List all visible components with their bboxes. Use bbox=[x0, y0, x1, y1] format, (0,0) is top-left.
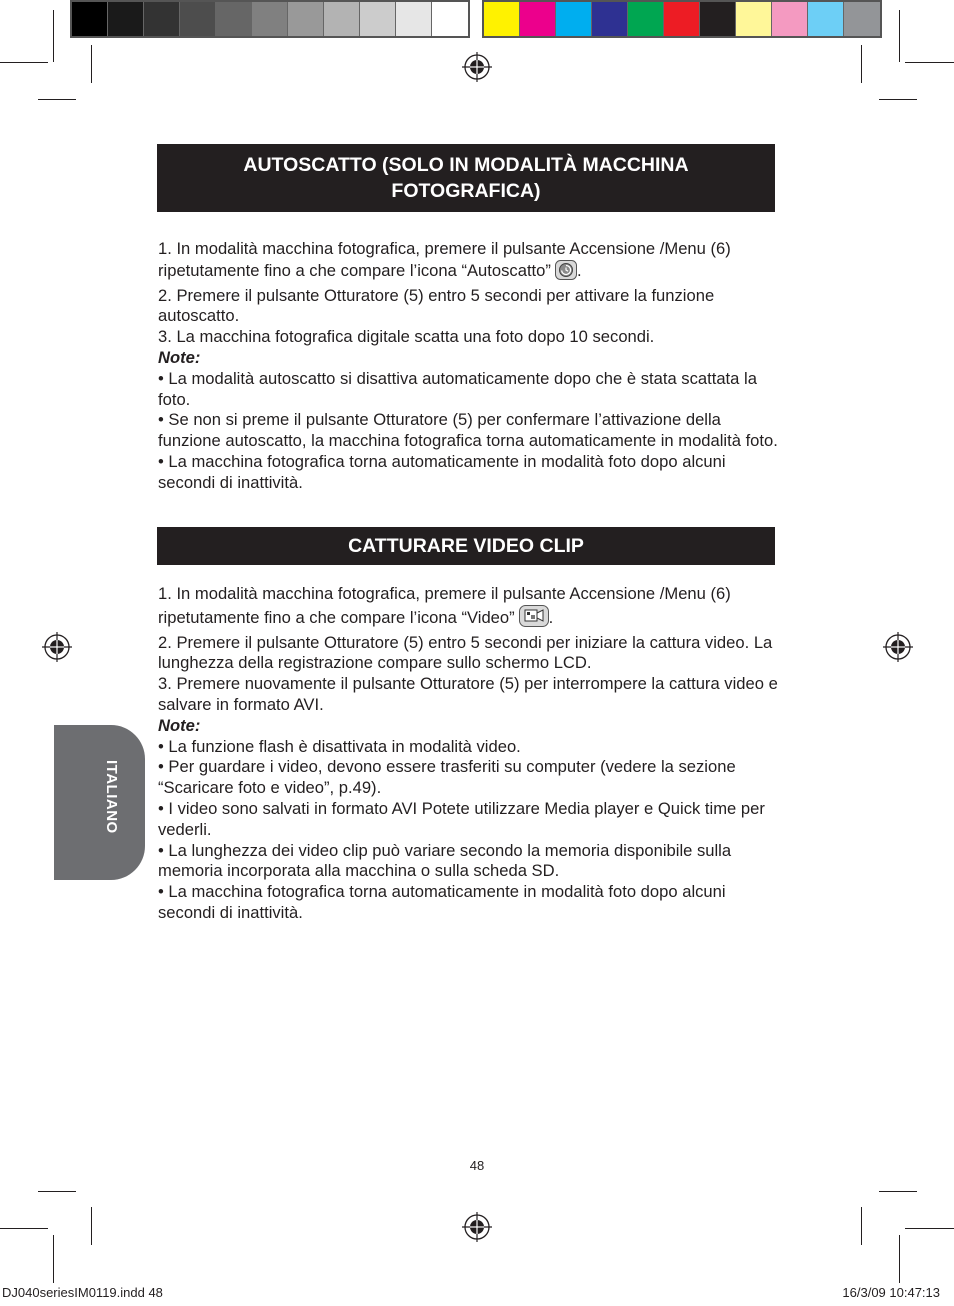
color-swatch bbox=[736, 2, 772, 36]
crop-mark bbox=[879, 1191, 917, 1192]
color-swatch bbox=[144, 2, 180, 36]
language-tab bbox=[54, 725, 145, 880]
registration-mark-icon bbox=[42, 632, 72, 662]
note-item: • La macchina fotografica torna automaticamente in modalità foto dopo alcuni secondi di inattività. bbox=[158, 451, 726, 492]
color-swatch bbox=[108, 2, 144, 36]
color-swatch bbox=[252, 2, 288, 36]
color-swatch bbox=[360, 2, 396, 36]
note-item: • Se non si preme il pulsante Otturatore (5) per confermare l’attivazione della funzione autoscatto, la macchina fotografica torna automaticamente in modalità foto. bbox=[158, 410, 778, 451]
color-swatch bbox=[664, 2, 700, 36]
self-timer-body bbox=[158, 239, 778, 494]
note-item: • La funzione flash è disattivata in modalità video. bbox=[158, 736, 521, 756]
color-swatch bbox=[808, 2, 844, 36]
note-item: • La modalità autoscatto si disattiva automaticamente dopo che è stata scattata la foto. bbox=[158, 368, 757, 409]
crop-mark bbox=[53, 10, 54, 62]
crop-mark bbox=[861, 45, 862, 83]
color-swatch bbox=[628, 2, 664, 36]
note-label: Note: bbox=[158, 715, 201, 735]
color-swatch bbox=[72, 2, 108, 36]
note-item: • Per guardare i video, devono essere trasferiti su computer (vedere la sezione “Scaricare foto e video”, p.49). bbox=[158, 757, 736, 798]
language-tab-label: ITALIANO bbox=[103, 760, 120, 834]
crop-mark bbox=[91, 45, 92, 83]
registration-mark-icon bbox=[462, 52, 492, 82]
crop-mark bbox=[38, 1191, 76, 1192]
page-number: 48 bbox=[469, 1158, 485, 1173]
color-swatch bbox=[180, 2, 216, 36]
process-color-bar bbox=[482, 0, 882, 38]
crop-mark bbox=[53, 1235, 54, 1283]
registration-mark-icon bbox=[883, 632, 913, 662]
color-swatch bbox=[432, 2, 468, 36]
section-heading-self-timer bbox=[157, 144, 775, 212]
color-swatch bbox=[592, 2, 628, 36]
step-item: 1. In modalità macchina fotografica, premere il pulsante Accensione /Menu (6) ripetutamente fino a che compare l’icona “Autoscatto” . bbox=[158, 239, 778, 286]
color-swatch bbox=[772, 2, 808, 36]
step-item: 3. Premere nuovamente il pulsante Otturatore (5) per interrompere la cattura video e salvare in formato AVI. bbox=[158, 674, 778, 714]
footer-filename: DJ040seriesIM0119.indd 48 bbox=[2, 1285, 163, 1300]
note-label: Note: bbox=[158, 347, 201, 367]
section-title: AUTOSCATTO (SOLO IN MODALITÀ MACCHINA FOTOGRAFICA) bbox=[243, 154, 689, 202]
color-swatch bbox=[484, 2, 520, 36]
note-item: • La lunghezza dei video clip può variare secondo la memoria disponibile sulla memoria incorporata alla macchina o sulla scheda SD. bbox=[158, 840, 732, 881]
crop-mark bbox=[879, 99, 917, 100]
color-swatch bbox=[556, 2, 592, 36]
video-icon bbox=[519, 605, 549, 633]
section-heading-video-clip bbox=[157, 527, 775, 565]
registration-mark-icon bbox=[462, 1212, 492, 1242]
footer-datetime: 16/3/09 10:47:13 bbox=[842, 1285, 940, 1300]
section-title: CATTURARE VIDEO CLIP bbox=[348, 535, 584, 557]
crop-mark bbox=[905, 62, 954, 63]
note-item: • I video sono salvati in formato AVI Potete utilizzare Media player e Quick time per vederli. bbox=[158, 798, 765, 839]
grayscale-color-bar bbox=[70, 0, 470, 38]
crop-mark bbox=[899, 10, 900, 62]
crop-mark bbox=[899, 1235, 900, 1283]
step-item: 3. La macchina fotografica digitale scatta una foto dopo 10 secondi. bbox=[158, 327, 655, 347]
crop-mark bbox=[861, 1207, 862, 1245]
color-swatch bbox=[520, 2, 556, 36]
step-item: 2. Premere il pulsante Otturatore (5) entro 5 secondi per iniziare la cattura video. La lunghezza della registrazione compare sullo schermo LCD. bbox=[158, 632, 773, 673]
note-item: • La macchina fotografica torna automaticamente in modalità foto dopo alcuni secondi di inattività. bbox=[158, 882, 726, 922]
video-clip-body bbox=[158, 584, 778, 924]
color-swatch bbox=[844, 2, 880, 36]
color-swatch bbox=[396, 2, 432, 36]
step-item: 2. Premere il pulsante Otturatore (5) entro 5 secondi per attivare la funzione autoscatto. bbox=[158, 285, 715, 326]
crop-mark bbox=[0, 1228, 48, 1229]
color-swatch bbox=[288, 2, 324, 36]
step-item: 1. In modalità macchina fotografica, premere il pulsante Accensione /Menu (6) ripetutamente fino a che compare l’icona “Video” . bbox=[158, 584, 778, 633]
crop-mark bbox=[905, 1228, 954, 1229]
crop-mark bbox=[0, 62, 48, 63]
color-swatch bbox=[216, 2, 252, 36]
self-timer-icon bbox=[555, 260, 577, 286]
color-swatch bbox=[700, 2, 736, 36]
crop-mark bbox=[91, 1207, 92, 1245]
color-swatch bbox=[324, 2, 360, 36]
crop-mark bbox=[38, 99, 76, 100]
